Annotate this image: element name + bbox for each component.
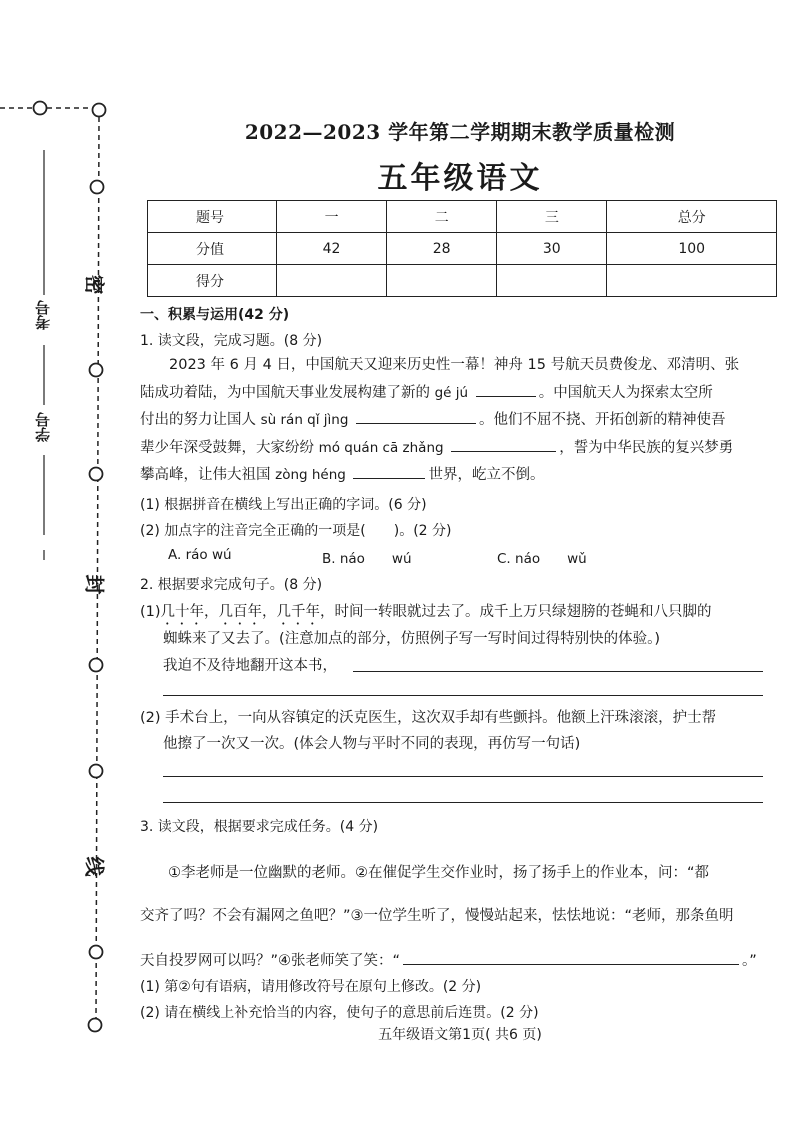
option-a[interactable]: A. ráo wú xyxy=(168,547,232,563)
table-cell: 三 xyxy=(497,201,607,233)
table-cell: 题号 xyxy=(148,201,277,233)
section-heading: 一、积累与运用(42 分) xyxy=(140,307,290,323)
passage-line xyxy=(140,435,766,463)
question-2-sub-1-prompt: 我迫不及待地翻开这本书， xyxy=(163,658,337,674)
passage-text: 。中国航天人为探索太空所 xyxy=(538,384,713,401)
answer-line[interactable] xyxy=(353,671,763,672)
answer-blank[interactable] xyxy=(353,462,425,479)
pinyin-prompt: mó quán cā zhǎng xyxy=(318,439,444,456)
binding-margin xyxy=(0,0,130,1123)
passage-line: 2023 年 6 月 4 日，中国航天又迎来历史性一幕！神舟 15 号航天员费俊龙、邓清明、张 xyxy=(169,357,740,373)
question-3-sub-1: (1) 第②句有语病，请用修改符号在原句上修改。(2 分) xyxy=(140,979,482,995)
passage-text: 世界，屹立不倒。 xyxy=(428,467,545,483)
question-2-title: 2. 根据要求完成句子。(8 分) xyxy=(140,577,323,593)
pinyin-prompt: gé jú xyxy=(434,384,469,401)
answer-line[interactable] xyxy=(163,776,763,777)
table-cell: 42 xyxy=(277,233,387,265)
binding-hole xyxy=(93,104,106,117)
passage-text: 付出的努力让国人 xyxy=(140,412,256,428)
answer-blank[interactable] xyxy=(476,380,536,397)
binding-hole xyxy=(89,1019,102,1032)
student-number-label: 学号 xyxy=(34,412,52,442)
table-cell: 100 xyxy=(607,233,777,265)
subject-title: 五年级语文 xyxy=(377,161,543,196)
score-input-cell[interactable] xyxy=(497,265,607,297)
question-2-sub-1-line-2: 蜘蛛来了又去了。(注意加点的部分，仿照例子写一写时间过得特别快的体验。) xyxy=(163,631,661,647)
pinyin-prompt: sù rán qǐ jìng xyxy=(260,412,349,428)
passage-text: 。” xyxy=(742,953,757,969)
question-2-sub-2-line-2: 他擦了一次又一次。(体会人物与平时不同的表现，再仿写一句话) xyxy=(163,736,581,752)
score-table xyxy=(147,200,777,297)
option-b[interactable]: B. náo wú xyxy=(322,551,412,567)
table-cell: 28 xyxy=(387,233,497,265)
exam-title: 2022—2023 学年第二学期期末教学质量检测 xyxy=(244,120,676,144)
question-3-sub-2: (2) 请在横线上补充恰当的内容，使句子的意思前后连贯。(2 分) xyxy=(140,1005,539,1021)
table-cell: 二 xyxy=(387,201,497,233)
table-row xyxy=(148,265,777,297)
dotted-phrase: 几十年，几百年，几千年 xyxy=(160,604,321,620)
table-cell: 一 xyxy=(277,201,387,233)
passage-line xyxy=(140,462,766,490)
question-1-sub-1: (1) 根据拼音在横线上写出正确的字词。(6 分) xyxy=(140,497,427,513)
passage-text: 陆成功着陆，为中国航天事业发展构建了新的 xyxy=(140,384,430,401)
question-3-passage-line-3 xyxy=(140,948,757,970)
binding-hole xyxy=(90,946,103,959)
answer-blank[interactable] xyxy=(403,948,739,965)
score-input-cell[interactable] xyxy=(607,265,777,297)
question-1-passage xyxy=(140,352,766,490)
sub-number: (1) xyxy=(140,604,161,620)
binding-hole xyxy=(34,102,47,115)
question-1-sub-2: (2) 加点字的注音完全正确的一项是( )。(2 分) xyxy=(140,523,452,539)
table-row xyxy=(148,233,777,265)
question-3-passage-line-2: 交齐了吗？不会有漏网之鱼吧？”③一位学生听了，慢慢站起来，怯怯地说：“老师，那条鱼明 xyxy=(140,908,734,924)
answer-line[interactable] xyxy=(163,802,763,803)
seal-char-mi: 密 xyxy=(82,274,107,295)
question-2-sub-1-line-1 xyxy=(140,600,712,628)
question-3-title: 3. 读文段，根据要求完成任务。(4 分) xyxy=(140,819,379,835)
exam-number-label: 考号 xyxy=(34,300,52,330)
passage-text: 攀高峰，让伟大祖国 xyxy=(140,467,271,483)
score-input-cell[interactable] xyxy=(277,265,387,297)
table-cell: 30 xyxy=(497,233,607,265)
seal-char-xian: 线 xyxy=(82,856,107,877)
binding-hole xyxy=(90,364,103,377)
option-c[interactable]: C. náo wǔ xyxy=(497,551,587,567)
table-cell: 得分 xyxy=(148,265,277,297)
pinyin-prompt: zòng héng xyxy=(275,467,346,483)
score-input-cell[interactable] xyxy=(387,265,497,297)
question-1-title: 1. 读文段，完成习题。(8 分) xyxy=(140,333,323,349)
table-cell: 分值 xyxy=(148,233,277,265)
passage-line xyxy=(140,407,766,435)
binding-hole xyxy=(90,765,103,778)
passage-text: 。他们不屈不挠、开拓创新的精神使吾 xyxy=(479,412,726,428)
answer-blank[interactable] xyxy=(356,407,476,424)
binding-hole xyxy=(90,468,103,481)
binding-hole xyxy=(90,659,103,672)
passage-text: ，誓为中华民族的复兴梦勇 xyxy=(559,439,734,456)
answer-blank[interactable] xyxy=(451,435,556,452)
page-footer: 五年级语文第1页( 共6 页) xyxy=(378,1027,542,1043)
passage-text: 天自投罗网可以吗？”④张老师笑了笑：“ xyxy=(140,953,401,969)
question-3-passage-line-1: ①李老师是一位幽默的老师。②在催促学生交作业时，扬了扬手上的作业本，问：“都 xyxy=(168,865,710,881)
question-2-sub-2-line-1: (2) 手术台上，一向从容镇定的沃克医生，这次双手却有些颤抖。他额上汗珠滚滚，护士帮 xyxy=(140,710,717,726)
binding-hole xyxy=(91,181,104,194)
answer-line[interactable] xyxy=(163,695,763,696)
passage-text: ，时间一转眼就过去了。成千上万只绿翅膀的苍蝇和八只脚的 xyxy=(320,604,712,620)
seal-char-feng: 封 xyxy=(82,574,107,595)
passage-line xyxy=(140,380,766,408)
passage-text: 辈少年深受鼓舞，大家纷纷 xyxy=(140,439,314,456)
table-row xyxy=(148,201,777,233)
table-cell: 总分 xyxy=(607,201,777,233)
